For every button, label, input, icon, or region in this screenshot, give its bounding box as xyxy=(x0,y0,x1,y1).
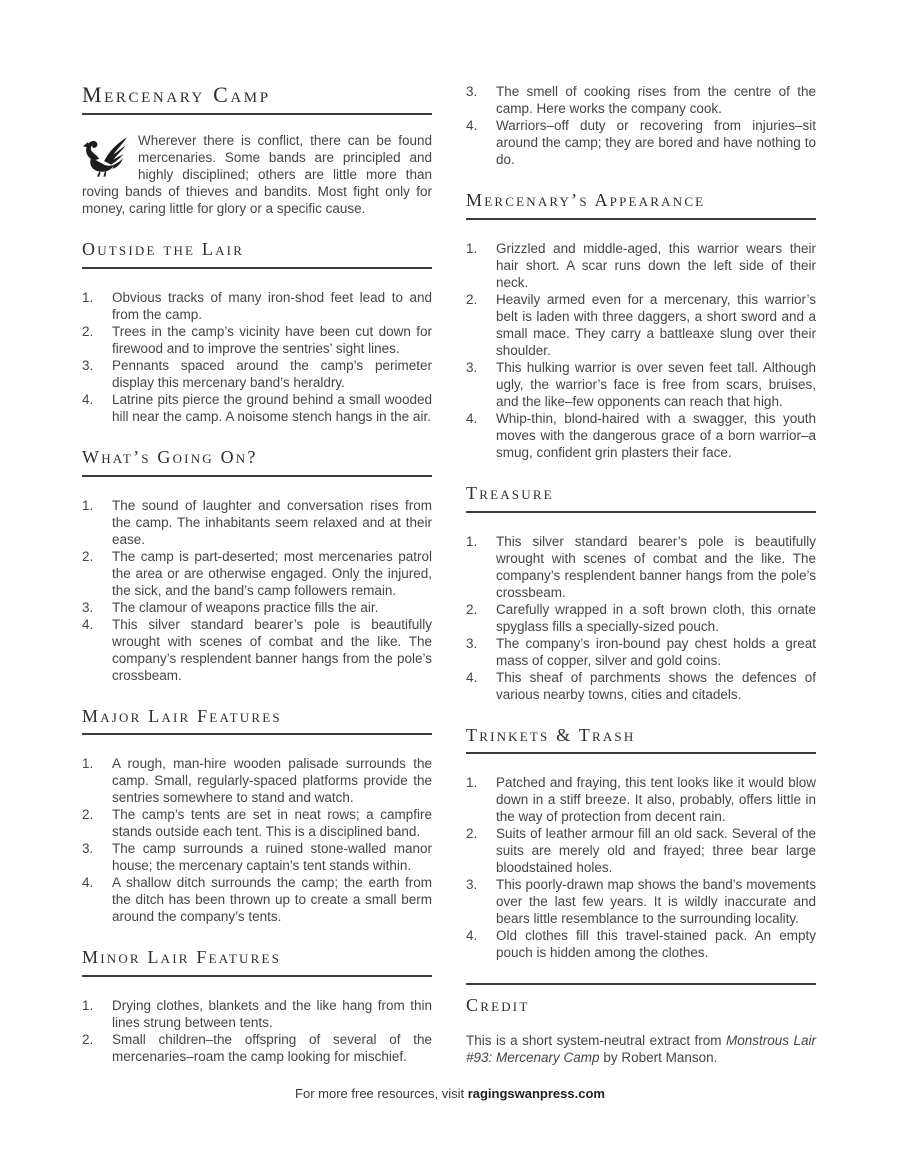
list-item-text: A rough, man-hire wooden palisade surrounds the camp. Small, regularly-spaced platforms provide the sentries somewhere to stand and watch. xyxy=(112,756,432,806)
heading-rule xyxy=(466,752,816,754)
list-item-text: A shallow ditch surrounds the camp; the earth from the ditch has been thrown up to create a small berm around the company’s tents. xyxy=(112,875,432,925)
list-item-number: 4. xyxy=(466,669,478,685)
list-item-number: 2. xyxy=(82,807,94,823)
list-item-text: Warriors–off duty or recovering from injuries–sit around the camp; they are bored and have nothing to do. xyxy=(496,118,816,167)
list-item xyxy=(82,391,432,425)
list-item-text: The camp is part-deserted; most mercenaries patrol the area or are otherwise engaged. Only the injured, the sick, and the band’s camp followers remain. xyxy=(112,548,432,598)
list-item xyxy=(466,927,816,961)
list-item xyxy=(466,876,816,927)
heading-rule xyxy=(466,218,816,220)
list-item-text: Pennants spaced around the camp’s perimeter display this mercenary band’s heraldry. xyxy=(112,357,432,390)
list-item-number: 4. xyxy=(82,875,94,891)
list-item xyxy=(466,83,816,117)
list-item xyxy=(466,601,816,635)
section-heading: Minor Lair Features xyxy=(82,947,282,968)
numbered-list xyxy=(466,240,816,461)
list-item xyxy=(82,357,432,391)
list-item-number: 1. xyxy=(82,289,94,305)
list-item-text: This sheaf of parchments shows the defences of various nearby towns, cities and citadels. xyxy=(496,669,816,702)
page-footer xyxy=(0,1086,900,1101)
list-item-text: This hulking warrior is over seven feet tall. Although ugly, the warrior’s face is free from scars, bruises, and the like–few opponents can reach that high. xyxy=(496,359,816,409)
numbered-list xyxy=(82,497,432,684)
list-item-text: The company’s iron-bound pay chest holds a great mass of copper, silver and gold coins. xyxy=(496,635,816,668)
list-item-text: Carefully wrapped in a soft brown cloth, this ornate spyglass fills a specially-sized pouch. xyxy=(496,601,816,634)
list-item xyxy=(466,533,816,601)
page-title: Mercenary Camp xyxy=(82,82,271,107)
list-item-number: 3. xyxy=(466,359,478,375)
list-item xyxy=(82,548,432,599)
heading-rule xyxy=(82,733,432,735)
list-item-text: Latrine pits pierce the ground behind a small wooded hill near the camp. A noisome stench hangs in the air. xyxy=(112,391,432,424)
credit-prefix: This is a short system-neutral extract from xyxy=(466,1033,726,1049)
list-item xyxy=(82,874,432,925)
list-item-number: 3. xyxy=(82,599,94,615)
section-heading: Treasure xyxy=(466,482,554,503)
numbered-list xyxy=(466,533,816,703)
list-item-number: 1. xyxy=(82,497,94,513)
list-item-text: Whip-thin, blond-haired with a swagger, this youth moves with the dangerous grace of a born warrior–a smug, confident grin plasters their face. xyxy=(496,410,816,460)
list-item xyxy=(82,599,432,616)
intro-paragraph xyxy=(82,132,432,217)
section-heading: Outside the Lair xyxy=(82,239,245,260)
numbered-list xyxy=(82,289,432,425)
list-item-text: Patched and fraying, this tent looks like it would blow down in a stiff breeze. It also, probably, offers little in the way of protection from decent rain. xyxy=(496,775,816,825)
work-title: Monstrous Lair #93: Mercenary Camp xyxy=(466,1033,816,1066)
list-item xyxy=(82,616,432,684)
list-item xyxy=(466,774,816,825)
list-item-text: This silver standard bearer’s pole is beautifully wrought with scenes of combat and the like. The company’s resplendent banner hangs from the pole’s crossbeam. xyxy=(496,533,816,600)
list-item-number: 4. xyxy=(82,616,94,632)
list-item xyxy=(82,1031,432,1065)
numbered-list xyxy=(82,997,432,1065)
list-item-text: Obvious tracks of many iron-shod feet lead to and from the camp. xyxy=(112,289,432,322)
list-item xyxy=(82,289,432,323)
list-item-number: 1. xyxy=(82,998,94,1014)
heading-rule xyxy=(82,475,432,477)
list-item-text: The smell of cooking rises from the centre of the camp. Here works the company cook. xyxy=(496,84,816,116)
intro-text: Wherever there is conflict, there can be found mercenaries. Some bands are principled and highly disciplined; others are little more than roving bands of thieves and bandits. Most fight only for money, caring little for glory or a specific cause. xyxy=(82,133,432,217)
section-treasure xyxy=(466,484,816,703)
list-item-text: Suits of leather armour fill an old sack. Several of the suits are merely old and frayed; three bear large bloodstained holes. xyxy=(496,826,816,876)
footer-site-link[interactable]: ragingswanpress.com xyxy=(467,1086,605,1101)
section-mercenarys-appearance xyxy=(466,191,816,461)
right-column xyxy=(466,83,816,1066)
list-item-number: 2. xyxy=(82,323,94,339)
credit-suffix: by Robert Manson. xyxy=(599,1050,718,1066)
section-whats-going-on xyxy=(82,448,432,684)
list-item-number: 3. xyxy=(82,357,94,373)
section-heading: What’s Going On? xyxy=(82,446,258,467)
section-trinkets-trash xyxy=(466,726,816,962)
list-item-number: 1. xyxy=(466,775,478,791)
list-item xyxy=(466,669,816,703)
section-major-lair-features xyxy=(82,707,432,926)
list-item-number: 2. xyxy=(466,826,478,842)
list-item-number: 2. xyxy=(82,548,94,564)
heading-rule xyxy=(82,267,432,269)
list-item xyxy=(82,806,432,840)
list-item-text: Small children–the offspring of several of the mercenaries–roam the camp looking for mischief. xyxy=(112,1032,432,1065)
section-heading: Major Lair Features xyxy=(82,705,282,726)
list-item xyxy=(466,825,816,876)
section-heading: Mercenary’s Appearance xyxy=(466,190,706,210)
list-item-number: 3. xyxy=(466,635,478,651)
list-item-text: Old clothes fill this travel-stained pack. An empty pouch is hidden among the clothes. xyxy=(496,928,816,961)
list-item-text: Heavily armed even for a mercenary, this warrior’s belt is laden with three daggers, a short sword and a small mace. They carry a battleaxe slung over their shoulder. xyxy=(496,291,816,358)
list-item-text: The camp’s tents are set in neat rows; a campfire stands outside each tent. This is a disciplined band. xyxy=(112,807,432,840)
list-item xyxy=(466,359,816,410)
list-item xyxy=(82,323,432,357)
list-item xyxy=(466,291,816,359)
list-item-number: 2. xyxy=(82,1032,94,1048)
list-item xyxy=(82,497,432,548)
left-column xyxy=(82,83,432,1066)
list-item-number: 4. xyxy=(82,391,94,407)
list-item-text: Trees in the camp’s vicinity have been cut down for firewood and to improve the sentries’ sight lines. xyxy=(112,323,432,356)
list-item-number: 4. xyxy=(466,118,478,133)
section-credit xyxy=(466,983,816,1066)
list-item-number: 1. xyxy=(466,240,478,256)
list-item xyxy=(82,840,432,874)
title-rule xyxy=(82,113,432,115)
list-item xyxy=(466,240,816,291)
list-item xyxy=(466,117,816,168)
list-item-number: 4. xyxy=(466,410,478,426)
list-item-text: Drying clothes, blankets and the like hang from thin lines strung between tents. xyxy=(112,998,432,1031)
list-item xyxy=(82,755,432,806)
footer-text: For more free resources, visit xyxy=(295,1086,468,1101)
list-item-number: 2. xyxy=(466,601,478,617)
section-outside-the-lair xyxy=(82,240,432,425)
heading-rule xyxy=(82,975,432,977)
list-item-number: 3. xyxy=(466,84,478,99)
section-heading: Trinkets & Trash xyxy=(466,724,636,745)
numbered-list xyxy=(82,755,432,925)
section-minor-lair-features xyxy=(82,948,432,1065)
list-item-number: 3. xyxy=(466,877,478,893)
section-heading: Credit xyxy=(466,995,530,1016)
list-item xyxy=(466,635,816,669)
list-item-text: This poorly-drawn map shows the band’s movements over the last few years. It is wildly inaccurate and bears little resemblance to the surrounding locality. xyxy=(496,877,816,927)
heading-rule xyxy=(466,511,816,513)
numbered-list xyxy=(466,774,816,961)
list-item xyxy=(82,997,432,1031)
list-item-text: The clamour of weapons practice fills the air. xyxy=(112,599,379,615)
credit-text xyxy=(466,1032,816,1066)
list-item-number: 3. xyxy=(82,841,94,857)
numbered-list-continued xyxy=(466,83,816,168)
list-item xyxy=(466,410,816,461)
list-item-number: 2. xyxy=(466,291,478,307)
list-item-text: The camp surrounds a ruined stone-walled manor house; the mercenary captain’s tent stands within. xyxy=(112,841,432,874)
list-item-text: The sound of laughter and conversation rises from the camp. The inhabitants seem relaxed and at their ease. xyxy=(112,497,432,547)
list-item-number: 1. xyxy=(466,533,478,549)
list-item-text: Grizzled and middle-aged, this warrior wears their hair short. A scar runs down the left side of their neck. xyxy=(496,240,816,290)
list-item-text: This silver standard bearer’s pole is beautifully wrought with scenes of combat and the like. The company’s resplendent banner hangs from the pole’s crossbeam. xyxy=(112,616,432,683)
list-item-number: 4. xyxy=(466,928,478,944)
list-item-number: 1. xyxy=(82,756,94,772)
swan-icon xyxy=(82,133,129,178)
